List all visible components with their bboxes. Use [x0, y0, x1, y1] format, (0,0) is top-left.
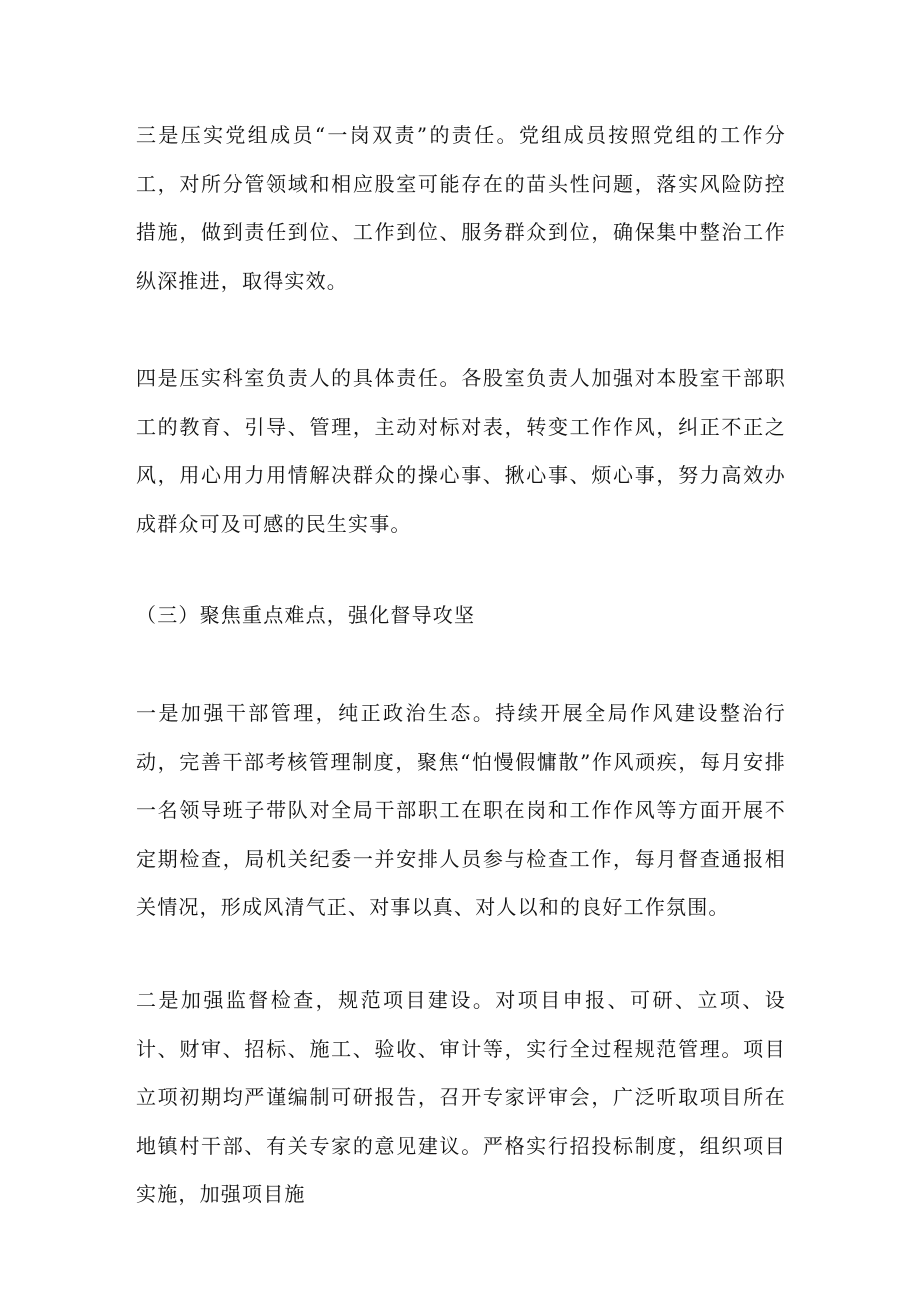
paragraph-supervision-inspection: 二是加强监督检查，规范项目建设。对项目申报、可研、立项、设计、财审、招标、施工、验收、审计等，实行全过程规范管理。项目立项初期均严谨编制可研报告，召开专家评审会，广泛听取项目所在地镇村干部、有关专家的意见建议。严格实行招投标制度，组织项目实施，加强项目施: [136, 988, 786, 1206]
paragraph-cadre-management: 一是加强干部管理，纯正政治生态。持续开展全局作风建设整治行动，完善干部考核管理制度，聚焦“怕慢假慵散”作风顽疾，每月安排一名领导班子带队对全局干部职工在职在岗和工作作风等方面开展不定期检查，局机关纪委一并安排人员参与检查工作，每月督查通报相关情况，形成风清气正、对事以真、对人以和的良好工作氛围。: [136, 701, 786, 919]
paragraph-party-members-duty: 三是压实党组成员“一岗双责”的责任。党组成员按照党组的工作分工，对所分管领域和相应股室可能存在的苗头性问题，落实风险防控措施，做到责任到位、工作到位、服务群众到位，确保集中整治工作纵深推进，取得实效。: [136, 123, 786, 293]
section-heading-3: （三）聚焦重点难点，强化督导攻坚: [136, 603, 476, 627]
paragraph-section-heads-duty: 四是压实科室负责人的具体责任。各股室负责人加强对本股室干部职工的教育、引导、管理，主动对标对表，转变工作作风，纠正不正之风，用心用力用情解决群众的操心事、揪心事、烦心事，努力高效办成群众可及可感的民生实事。: [136, 366, 786, 536]
